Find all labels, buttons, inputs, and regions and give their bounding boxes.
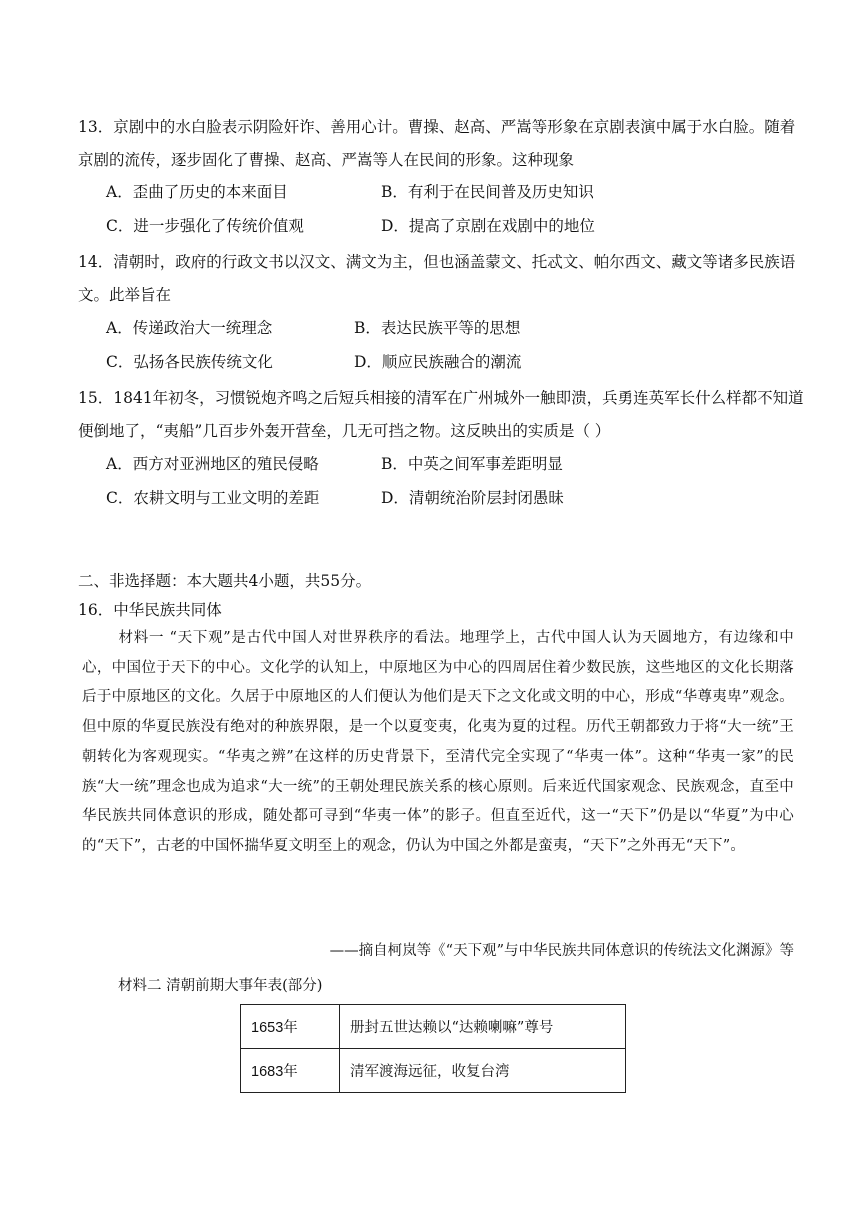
event-year: 1683年: [241, 1049, 340, 1093]
table-row: [241, 1049, 626, 1093]
question-13-stem: [78, 111, 798, 177]
question-13-option-c[interactable]: C．进一步强化了传统价值观: [106, 217, 304, 235]
event-description: 册封五世达赖以“达赖喇嘛”尊号: [340, 1005, 626, 1049]
material-2-title: 材料二 清朝前期大事年表(部分): [118, 978, 323, 994]
question-15-stem: [78, 382, 804, 448]
question-14-line1: 14．清朝时，政府的行政文书以汉文、满文为主，但也涵盖蒙文、托忒文、帕尔西文、藏文等诸多民族语: [78, 253, 796, 271]
question-14-option-d[interactable]: D．顺应民族融合的潮流: [354, 353, 522, 371]
question-13-option-a[interactable]: A．歪曲了历史的本来面目: [106, 183, 288, 201]
event-year: 1653年: [241, 1005, 340, 1049]
question-14-option-c[interactable]: C．弘扬各民族传统文化: [106, 353, 273, 371]
event-description: 清军渡海远征，收复台湾: [340, 1049, 626, 1093]
events-table: [240, 1004, 626, 1093]
question-14-stem: [78, 246, 798, 312]
question-16-title: 16．中华民族共同体: [78, 601, 222, 619]
question-14-option-a[interactable]: A．传递政治大一统理念: [106, 319, 273, 337]
question-15-option-a[interactable]: A．西方对亚洲地区的殖民侵略: [106, 455, 319, 473]
question-15-line2: 便倒地了，“夷船”几百步外轰开营垒，几无可挡之物。这反映出的实质是（ ）: [78, 422, 611, 440]
question-13-line1: 13．京剧中的水白脸表示阴险奸诈、善用心计。曹操、赵高、严嵩等形象在京剧表演中属于水白脸。随着: [78, 118, 796, 136]
question-13-line2: 京剧的流传，逐步固化了曹操、赵高、严嵩等人在民间的形象。这种现象: [78, 151, 575, 169]
question-15-line1: 15．1841年初冬，习惯锐炮齐鸣之后短兵相接的清军在广州城外一触即溃，兵勇连英军长什么样都不知道: [78, 389, 804, 407]
question-15-option-c[interactable]: C．农耕文明与工业文明的差距: [106, 489, 320, 507]
material-1-source: ——摘自柯岚等《“天下观”与中华民族共同体意识的传统法文化渊源》等: [329, 943, 794, 959]
material-1-passage: [82, 624, 794, 862]
material-1-text: 材料一 “天下观”是古代中国人对世界秩序的看法。地理学上，古代中国人认为天圆地方，有边缘和中心，中国位于天下的中心。文化学的认知上，中原地区为中心的四周居住着少数民族，这些地区的文化长期落后于中原地区的文化。久居于中原地区的人们便认为他们是天下之文化或文明的中心，形成“华尊夷卑”观念。但中原的华夏民族没有绝对的种族界限，是一个以夏变夷，化夷为夏的过程。历代王朝都致力于将“大一统”王朝转化为客观现实。“华夷之辨”在这样的历史背景下，至清代完全实现了“华夷一体”。这种“华夷一家”的民族“大一统”理念也成为追求“大一统”的王朝处理民族关系的核心原则。后来近代国家观念、民族观念，直至中华民族共同体意识的形成，随处都可寻到“华夷一体”的影子。但直至近代，这一“天下”仍是以“华夏”为中心的“天下”，古老的中国怀揣华夏文明至上的观念，仍认为中国之外都是蛮夷，“天下”之外再无“天下”。: [82, 630, 794, 854]
section-2-heading: 二、非选择题：本大题共4小题，共55分。: [78, 572, 372, 590]
table-row: [241, 1005, 626, 1049]
question-15-option-b[interactable]: B．中英之间军事差距明显: [381, 455, 563, 473]
question-13-option-d[interactable]: D．提高了京剧在戏剧中的地位: [381, 217, 595, 235]
question-14-line2: 文。此举旨在: [78, 286, 172, 304]
question-15-option-d[interactable]: D．清朝统治阶层封闭愚昧: [381, 489, 564, 507]
question-13-option-b[interactable]: B．有利于在民间普及历史知识: [381, 183, 594, 201]
question-14-option-b[interactable]: B．表达民族平等的思想: [354, 319, 521, 337]
